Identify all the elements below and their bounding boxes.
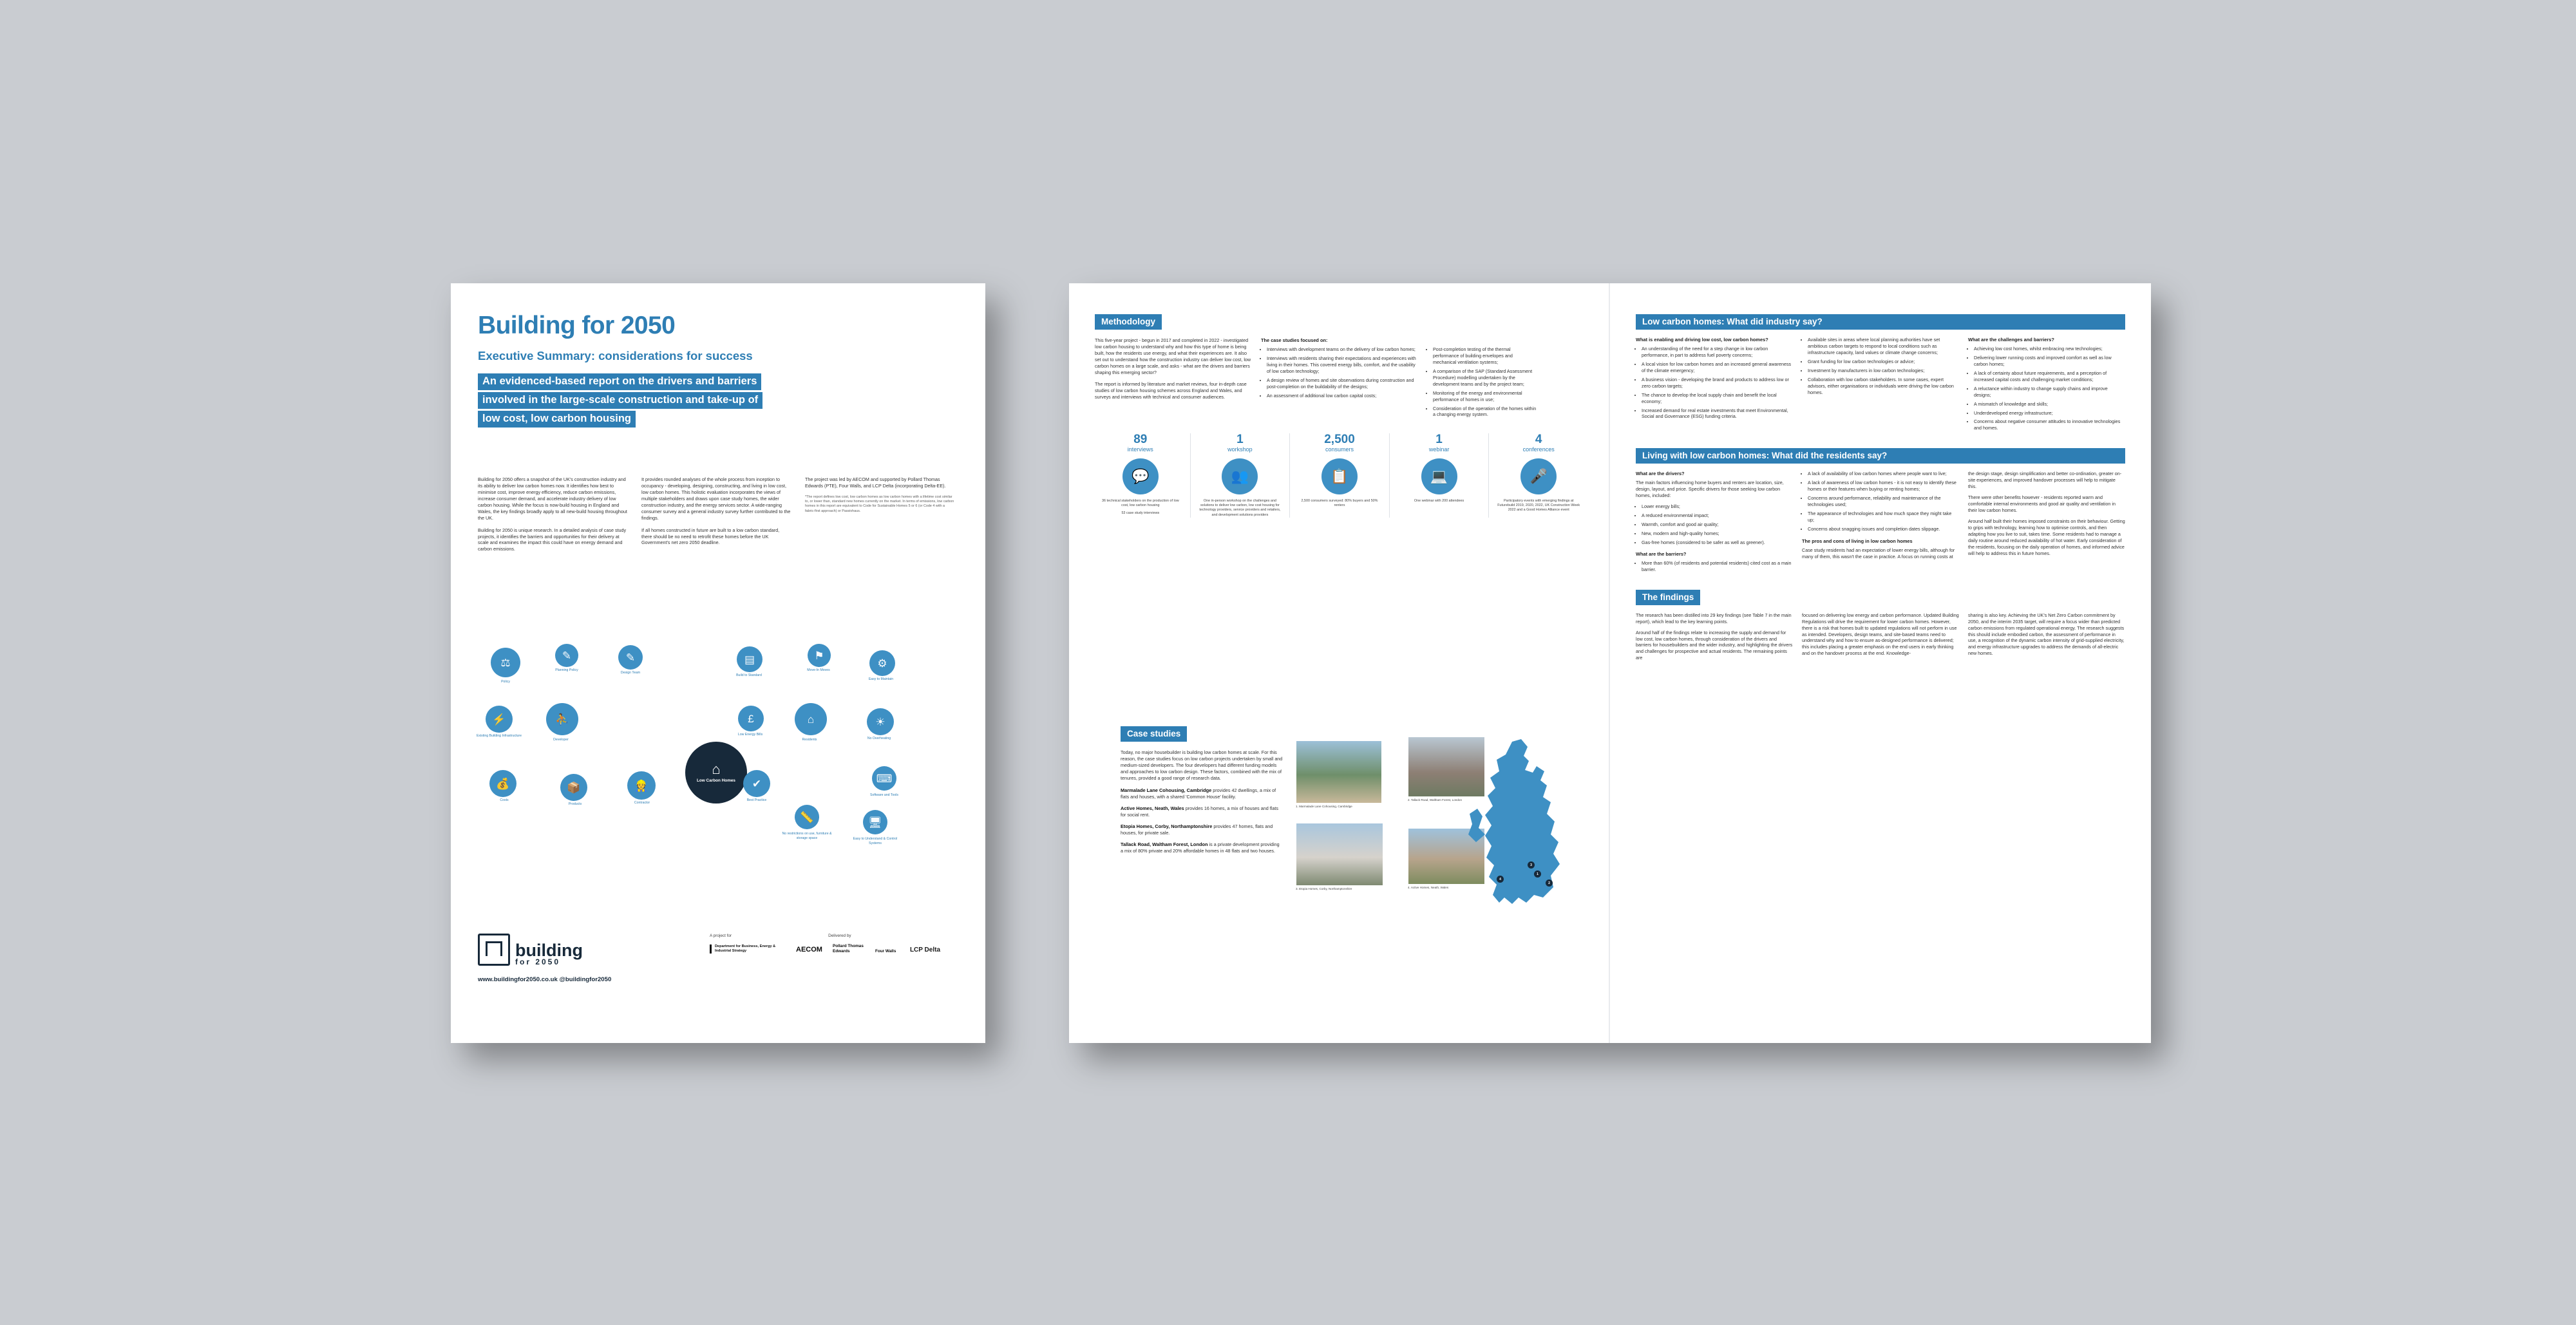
findings-page — [1636, 314, 2125, 666]
wheel-node-label: Software and Tools — [869, 793, 899, 797]
stat-webinar — [1394, 433, 1485, 517]
list-item: • Available sites in areas where local planning authorities have set ambitious carbon targets to respond to local conditions such as infrastructure capacity, land values or climate change concerns; — [1808, 337, 1959, 356]
cover-subtitle: Executive Summary: considerations for success — [478, 349, 753, 362]
cover-column-1 — [478, 476, 627, 558]
case-studies-section — [1121, 726, 1610, 890]
wheel-node-residents — [795, 703, 827, 735]
wheel-node-no-restrictions — [795, 805, 819, 829]
industry-column-3 — [1968, 337, 2125, 434]
list-item: • Concerns about negative consumer attitudes to innovative technologies and homes. — [1974, 418, 2125, 431]
beis-logo: Department for Business, Energy & Industrial Strategy — [710, 944, 786, 954]
findings-paragraph: The research has been distilled into 29 key findings (see Table 7 in the main report), which lead to the key learning points. — [1636, 612, 1792, 625]
list-item: • New, modern and high-quality homes; — [1642, 531, 1793, 537]
keyboard-icon: ⌨ — [876, 772, 893, 785]
cover-footnote: *The report defines low cost, low carbon homes as low carbon homes with a lifetime cost similar to, or lower than, standard new homes currently on the market. In terms of emissions, low carbon homes in this report are equivalent to Code for Sustainable Homes 5 or 6 (or Code 4 with a fabric-first approach) or Passivhaus. — [805, 494, 954, 513]
methodology-columns — [1095, 337, 1584, 420]
flag-icon: ⚑ — [814, 649, 824, 662]
wheel-node-build-to-standard — [737, 646, 762, 672]
cover-banner-line-1: An evidenced-based report on the drivers and barriers — [478, 373, 761, 390]
list-item: • Increased demand for real estate investments that meet Environmental, Social and Governance (ESG) funding criteria. — [1642, 408, 1793, 420]
list-item: • Warmth, comfort and good air quality; — [1642, 522, 1793, 528]
case-study-desc: provides 16 homes, a mix of houses and flats for social rent. — [1121, 805, 1278, 818]
photo-caption: 2. Tallack Road, Waltham Forest, London — [1408, 798, 1463, 802]
residents-column-3 — [1968, 471, 2125, 575]
residents-paragraph: Around half built their homes imposed constraints on their behaviour. Getting to grips with technology, learning how to optimise controls, and then adapting how you live to suit, takes time. Some residents had to manage a daily routine around reduced availability of hot water. Early consideration of the residents, focusing on the daily operation of homes, and informed advice will help to address this in future homes. — [1968, 518, 2125, 556]
home-icon: ⌂ — [807, 713, 815, 726]
map-pin-3[interactable]: 3 — [1528, 861, 1535, 869]
industry-column-title: What is enabling and driving low cost, low carbon homes? — [1636, 337, 1768, 343]
four-walls-logo: Four Walls — [875, 948, 896, 954]
photo-caption: 1. Marmalade Lane Cohousing, Cambridge — [1296, 805, 1352, 808]
cover-footer — [478, 934, 958, 983]
screen-icon: 🖥 — [868, 816, 882, 829]
list-item: • Lower energy bills; — [1642, 503, 1793, 510]
logo-mark-icon — [478, 934, 510, 966]
wheel-node-label: Existing Building Infrastructure — [476, 734, 522, 738]
stat-number: 89 — [1133, 433, 1148, 447]
residents-paragraph: There were other benefits however - residents reported warm and comfortable internal environments and good air quality and ventilation in their low carbon homes. — [1968, 494, 2116, 513]
case-study-name: Active Homes, Neath, Wales — [1121, 805, 1184, 811]
stat-caption-extra: 53 case study interviews — [1121, 511, 1160, 516]
list-item: • Concerns about snagging issues and completion dates slippage. — [1808, 526, 1959, 532]
survey-icon: 📋 — [1321, 458, 1358, 494]
methodology-intro: This five-year project - begun in 2017 and completed in 2022 - investigated low carbon housing to understand why and how this type of home is being built, how the residents use energy, and what their experiences are. It also set out to understand how the construction industry can deliver low cost, low carbon homes on a large scale, and asks - what are the drivers and barriers shaping this emerging sector? — [1095, 337, 1251, 375]
pros-cons-text: Case study residents had an expectation of lower energy bills, although for many of them, this wasn't the case in practice. A focus on running costs at — [1802, 547, 1955, 559]
wheel-hub-label: Low Carbon Homes — [696, 778, 735, 783]
industry-column-1 — [1636, 337, 1793, 434]
delivered-by-label: Delivered by — [828, 934, 851, 938]
divider — [1389, 433, 1390, 517]
wheel-node-contractor — [627, 771, 656, 800]
list-item: • Gas-free homes (considered to be safer as well as greener). — [1642, 540, 1793, 546]
residents-drivers-intro: The main factors influencing home buyers and renters are location, size, design, layout, and price. Specific drivers for those seeking low carbon homes, included: — [1636, 480, 1784, 499]
wheel-node-no-overheating — [867, 708, 894, 735]
map-pin-1[interactable]: 1 — [1534, 870, 1541, 878]
case-study-name: Etopia Homes, Corby, Northamptonshire — [1121, 823, 1213, 829]
wheel-node-label: Build to Standard — [736, 673, 762, 677]
logo-sub-text: for 2050 — [515, 957, 561, 966]
list-item: • A reduced environmental impact; — [1642, 512, 1793, 519]
list-item: • Achieving low cost homes, whilst embracing new technologies; — [1974, 346, 2125, 352]
pros-cons-title: The pros and cons of living in low carbon homes — [1802, 538, 1913, 544]
stat-caption: One in-person workshop on the challenges and solutions to deliver low carbon, low cost housing for technology providers, service providers and retailers, and development solutions providers — [1199, 498, 1281, 517]
industry-column-title: What are the challenges and barriers? — [1968, 337, 2054, 343]
uk-map-icon — [1457, 738, 1583, 931]
photo-etopia-homes — [1296, 823, 1383, 886]
residents-barriers-list-2 — [1802, 471, 1959, 532]
residents-columns — [1636, 471, 2125, 575]
wheel-node-planning-policy — [555, 644, 578, 667]
wheel-node-label: Developer — [553, 738, 569, 742]
pencil-icon: ✎ — [562, 649, 572, 662]
divider — [1289, 433, 1290, 517]
cover-paragraph: Building for 2050 is unique research. In a detailed analysis of case study projects, it identifies the barriers and opportunities for their delivery at scale and examines the impact this could have on energy demand and carbon emissions. — [478, 527, 627, 552]
list-item: • A comparison of the SAP (Standard Assessment Procedure) modelling undertaken by the development teams and by the project team; — [1433, 368, 1537, 388]
list-item: • A local vision for low carbon homes and an increased general awareness of the climate emergency; — [1642, 361, 1793, 374]
stat-label: conferences — [1522, 446, 1555, 453]
methodology-intro-2: The report is informed by literature and market reviews, four in-depth case studies of low carbon housing schemes across England and Wales, and surveys and interviews with technical and consumer audiences. — [1095, 381, 1247, 400]
case-focus-heading: The case studies focused on: — [1261, 337, 1328, 343]
wheel-hub — [685, 742, 747, 803]
list-item: • Interviews with development teams on the delivery of low carbon homes; — [1267, 346, 1418, 353]
aecom-logo: AECOM — [796, 946, 822, 954]
wheel-node-label: Products — [568, 802, 582, 806]
wheel-node-policy — [491, 648, 520, 677]
cover-banner-line-3: low cost, low carbon housing — [478, 411, 636, 428]
case-study-entry — [1121, 841, 1283, 854]
cover-column-3 — [805, 476, 954, 558]
bolt-icon: ⚡ — [492, 713, 506, 726]
stat-number: 1 — [1435, 433, 1443, 447]
logo-wordmark — [515, 943, 583, 966]
list-item: • The chance to develop the local supply chain and benefit the local economy; — [1642, 392, 1793, 405]
cover-paragraph: The project was led by AECOM and supported by Pollard Thomas Edwards (PTE), Four Walls, and LCP Delta (incorporating Delta-EE). — [805, 476, 946, 489]
gear-icon: ⚙ — [877, 657, 887, 670]
wheel-node-easy-controls — [863, 810, 887, 834]
wheel-node-low-energy-bills — [738, 706, 764, 731]
uk-map — [1457, 738, 1583, 931]
wheel-node-move-in — [808, 644, 831, 667]
conference-icon: 🎤 — [1520, 458, 1557, 494]
list-item: • An understanding of the need for a step change in low carbon performance, in part to address fuel poverty concerns; — [1642, 346, 1793, 359]
divider — [1488, 433, 1489, 517]
list-item: • Delivering lower running costs and improved comfort as well as low carbon homes; — [1974, 355, 2125, 368]
list-item: • More than 60% (of residents and potential residents) cited cost as a main barrier. — [1642, 560, 1793, 573]
logo-main-text: building — [515, 941, 583, 961]
case-focus-column — [1261, 337, 1418, 420]
case-focus-list-2 — [1427, 346, 1537, 418]
divider — [1190, 433, 1191, 517]
cover-column-2 — [641, 476, 791, 558]
case-study-desc: provides 47 homes, flats and houses, for private sale. — [1121, 823, 1273, 836]
stat-caption: Participatory events with emerging findings at Futurebuild 2019, 2020, 2022, UK Construction Week 2022 and a Good Homes Alliance event — [1497, 498, 1580, 512]
industry-list-2 — [1802, 337, 1959, 396]
wheel-node-label: Design Team — [620, 671, 641, 675]
wheel-node-label: Policy — [501, 680, 510, 684]
industry-list-1 — [1636, 346, 1793, 420]
wheel-node-design-team — [618, 645, 643, 670]
ruler-icon: 📏 — [800, 811, 814, 823]
findings-column-3 — [1968, 612, 2125, 666]
case-study-entry — [1121, 823, 1283, 836]
industry-heading: Low carbon homes: What did industry say? — [1636, 314, 2125, 330]
wheel-node-software-tools — [872, 766, 896, 791]
stat-label: webinar — [1428, 446, 1450, 453]
hardhat-icon: 👷 — [634, 779, 649, 792]
findings-column-2 — [1802, 612, 1959, 666]
stat-label: interviews — [1127, 446, 1153, 453]
wheel-node-costs — [489, 770, 516, 797]
residents-drivers-title: What are the drivers? — [1636, 471, 1685, 477]
scales-icon: ⚖ — [500, 656, 511, 669]
photo-caption: 3. Etopia Homes, Corby, Northamptonshire — [1296, 887, 1352, 890]
wheel-node-products — [560, 774, 587, 801]
findings-heading: The findings — [1636, 590, 1700, 605]
wheel-node-infrastructure — [486, 706, 513, 733]
map-pin-2[interactable]: 2 — [1546, 879, 1553, 887]
case-study-desc: provides 42 dwellings, a mix of flats and houses, with a shared 'Common House' facility. — [1121, 787, 1276, 800]
house-icon: ⌂ — [712, 760, 721, 777]
list-item: • A mismatch of knowledge and skills; — [1974, 401, 2125, 408]
cover-intro-columns — [478, 476, 958, 558]
cover-paragraph: If all homes constructed in future are built to a low carbon standard, there should be no need to retrofit these homes before the UK Government's net zero 2050 deadline. — [641, 527, 780, 546]
list-item: • A design review of homes and site observations during construction and post-completion on the buildability of the designs; — [1267, 377, 1418, 390]
residents-paragraph: the design stage, design simplification and better co-ordination, greater on-site experiences, and improved handover processes will help to mitigate this. — [1968, 471, 2122, 490]
interview-icon: 💬 — [1122, 458, 1159, 494]
cover-paragraph: It provides rounded analyses of the whole process from inception to occupancy - developing, designing, constructing, and living in low cost, low carbon homes. This holistic evaluation incorporates the views of multiple stakeholders and draws upon case study homes, the wider construction industry, and the energy services sector. A wide-ranging consumer survey and a general industry survey further contributed to the findings. — [641, 476, 791, 521]
stat-consumers — [1294, 433, 1385, 517]
photo-caption: 4. Active Homes, Neath, Wales — [1408, 886, 1449, 889]
industry-columns — [1636, 337, 2125, 434]
wheel-node-developer — [546, 703, 578, 735]
cover-banner-line-2: involved in the large-scale construction and take-up of — [478, 392, 762, 409]
list-item: • Underdeveloped energy infrastructure; — [1974, 410, 2125, 417]
findings-columns — [1636, 612, 2125, 666]
stat-interviews — [1095, 433, 1186, 517]
wheel-node-label: Planning Policy — [555, 668, 578, 672]
case-focus-column-2 — [1427, 337, 1537, 420]
map-pin-4[interactable]: 4 — [1497, 876, 1504, 883]
methodology-intro-column — [1095, 337, 1252, 420]
residents-barriers-list — [1636, 560, 1793, 573]
case-study-entry — [1121, 787, 1283, 800]
list-item: • A business vision - developing the brand and products to address low or zero carbon targets; — [1642, 377, 1793, 390]
stat-number: 4 — [1535, 433, 1542, 447]
list-item: • An assessment of additional low carbon capital costs; — [1267, 393, 1418, 399]
residents-barriers-title: What are the barriers? — [1636, 550, 1687, 557]
wheel-node-label: No Overheating — [867, 737, 891, 740]
cover-header — [478, 312, 958, 429]
residents-column-1 — [1636, 471, 1793, 575]
workshop-icon: 👥 — [1222, 458, 1258, 494]
list-item: • Post-completion testing of the thermal performance of building envelopes and mechanical ventilation systems; — [1433, 346, 1537, 366]
case-study-entry — [1121, 805, 1283, 818]
list-item: • Monitoring of the energy and environmental performance of homes in use; — [1433, 390, 1537, 403]
list-item: • A reluctance within industry to change supply chains and improve designs; — [1974, 386, 2125, 399]
wheel-node-label: Move-In Moves — [807, 668, 830, 672]
list-item: • A lack of certainty about future requirements, and a perception of increased capital costs and challenging market conditions; — [1974, 370, 2125, 383]
wheel-node-best-practice — [743, 770, 770, 797]
residents-heading: Living with low carbon homes: What did the residents say? — [1636, 448, 2125, 464]
stat-caption: One webinar with 200 attendees — [1414, 498, 1464, 503]
worker-icon: ⛹ — [555, 713, 569, 726]
industry-column-2 — [1802, 337, 1959, 434]
methodology-stats — [1095, 433, 1584, 517]
money-icon: 💰 — [496, 777, 510, 790]
photo-marmalade-lane — [1296, 740, 1382, 803]
list-item: • Consideration of the operation of the homes within a changing energy system. — [1433, 406, 1537, 418]
findings-column-1 — [1636, 612, 1793, 666]
check-icon: ✔ — [752, 777, 762, 790]
findings-paragraph: focused on delivering low energy and carbon performance. Updated Building Regulations will drive the requirement for lower carbon homes. However, there is a risk that homes built to updated regulations will not perform in use as intended. Developers, design teams, and site-based teams need to understand why and how to ensure as-designed performance is delivered; this includes placing a greater emphasis on the end users in early thinking and on the handover process at the end. Knowledge- — [1802, 612, 1959, 657]
pen-icon: ✎ — [625, 651, 636, 664]
stat-conferences — [1493, 433, 1584, 517]
wheel-node-label: Easy to Maintain — [868, 677, 894, 681]
case-study-desc: is a private development providing a mix of 80% private and 20% affordable homes in 48 flats and two houses. — [1121, 841, 1280, 854]
stat-workshop — [1195, 433, 1286, 517]
cover-page — [451, 283, 985, 1043]
wheel-node-label: Low Energy Bills — [737, 733, 763, 737]
findings-paragraph: Around half of the findings relate to increasing the supply and demand for low cost, low carbon homes, through consideration of the drivers and barriers for housebuilders and the wider industry, and highlighting the drivers and challenges for prospective and actual residents. The remaining points are — [1636, 629, 1793, 661]
webinar-icon: 💻 — [1421, 458, 1457, 494]
wheel-node-label: Contractor — [634, 801, 650, 805]
grid-icon: ▤ — [744, 653, 755, 666]
box-icon: 📦 — [567, 781, 581, 794]
case-focus-list — [1261, 346, 1418, 399]
a-project-for-label: A project for — [710, 934, 732, 938]
page-title: Building for 2050 — [478, 312, 676, 339]
wheel-node-label: Easy to Understand & Control Systems — [853, 837, 898, 845]
stat-caption: 2,500 consumers surveyed: 80% buyers and 50% renters — [1301, 498, 1378, 507]
list-item: • Interviews with residents sharing their expectations and experiences with living in their homes. This covered energy bills, comfort, and the usability of low carbon technology; — [1267, 355, 1418, 375]
residents-column-2 — [1802, 471, 1959, 575]
case-study-name: Tallack Road, Waltham Forest, London — [1121, 841, 1208, 848]
cover-url[interactable]: www.buildingfor2050.co.uk @buildingfor2050 — [478, 976, 612, 983]
findings-paragraph: sharing is also key. Achieving the UK's Net Zero Carbon commitment by 2050, and the interim 2035 target, will require a focus wider than predicted carbon emissions from regulated operational energy. The research suggests this should include embodied carbon, the assessment of performance in use, a recognition of the dynamic carbon intensity of grid-supplied electricity, and energy infrastructure upgrades to address the demands of all-electric new homes. — [1968, 612, 2125, 657]
wheel-node-label: Best Practice — [746, 798, 767, 802]
cover-paragraph: Building for 2050 offers a snapshot of the UK's construction industry and its ability to deliver low carbon homes now. It identifies how best to minimise cost, improve energy efficiency, reduce carbon emissions, increase consumer demand, and accelerate industry delivery of low carbon housing. While the focus is now-build housing in England and Wales, the key findings broadly apply to all new-build housing throughout the UK. — [478, 476, 627, 521]
list-item: • The appearance of technologies and how much space they might take up; — [1808, 511, 1959, 523]
pound-icon: £ — [748, 712, 754, 725]
stat-label: workshop — [1227, 446, 1253, 453]
case-studies-text — [1121, 749, 1283, 854]
case-studies-heading: Case studies — [1121, 726, 1187, 742]
wheel-node-label: Costs — [500, 798, 509, 802]
spread-pages — [1069, 283, 2151, 1043]
partners-block — [710, 934, 987, 954]
stat-number: 1 — [1236, 433, 1244, 447]
stat-label: consumers — [1325, 446, 1354, 453]
list-item: • Investment by manufacturers in low carbon technologies; — [1808, 368, 1959, 374]
wheel-node-label: No restrictions on use, furniture & storage space — [782, 832, 832, 840]
sun-icon: ☀ — [875, 715, 886, 728]
wheel-node-easy-to-maintain — [869, 650, 895, 676]
page-gutter — [1609, 283, 1610, 1043]
list-item: • Concerns around performance, reliability and maintenance of the technologies used; — [1808, 495, 1959, 508]
wheel-node-label: Residents — [802, 738, 817, 742]
industry-list-3 — [1968, 346, 2125, 431]
list-item: • Grant funding for low carbon technologies or advice; — [1808, 359, 1959, 365]
list-item: • Collaboration with low carbon stakeholders. In some cases, expert advisors, either organisations or individuals were driving the low carbon homes. — [1808, 377, 1959, 396]
low-carbon-homes-wheel-diagram — [478, 644, 958, 914]
case-studies-intro: Today, no major housebuilder is building low carbon homes at scale. For this reason, the case studies focus on low carbon projects undertaken by small and medium-sized developers. The four developers had different funding models and approaches to low carbon design. These factors, combined with the mix of tenures, provided a good range of research data. — [1121, 749, 1283, 781]
list-item: • A lack of availability of low carbon homes where people want to live; — [1808, 471, 1959, 477]
case-study-name: Marmalade Lane Cohousing, Cambridge — [1121, 787, 1212, 793]
residents-drivers-list — [1636, 503, 1793, 546]
pte-logo: Pollard Thomas Edwards — [832, 944, 864, 954]
methodology-page — [1095, 314, 1584, 890]
lcp-delta-logo: LCP Delta — [909, 946, 941, 954]
methodology-heading: Methodology — [1095, 314, 1162, 330]
cover-banner — [478, 373, 958, 429]
stat-number: 2,500 — [1324, 433, 1355, 447]
stat-caption: 36 technical stakeholders on the production of low cost, low carbon housing — [1102, 498, 1179, 507]
list-item: • A lack of awareness of low carbon homes - it is not easy to identify these homes or their features when buying or renting homes; — [1808, 480, 1959, 493]
